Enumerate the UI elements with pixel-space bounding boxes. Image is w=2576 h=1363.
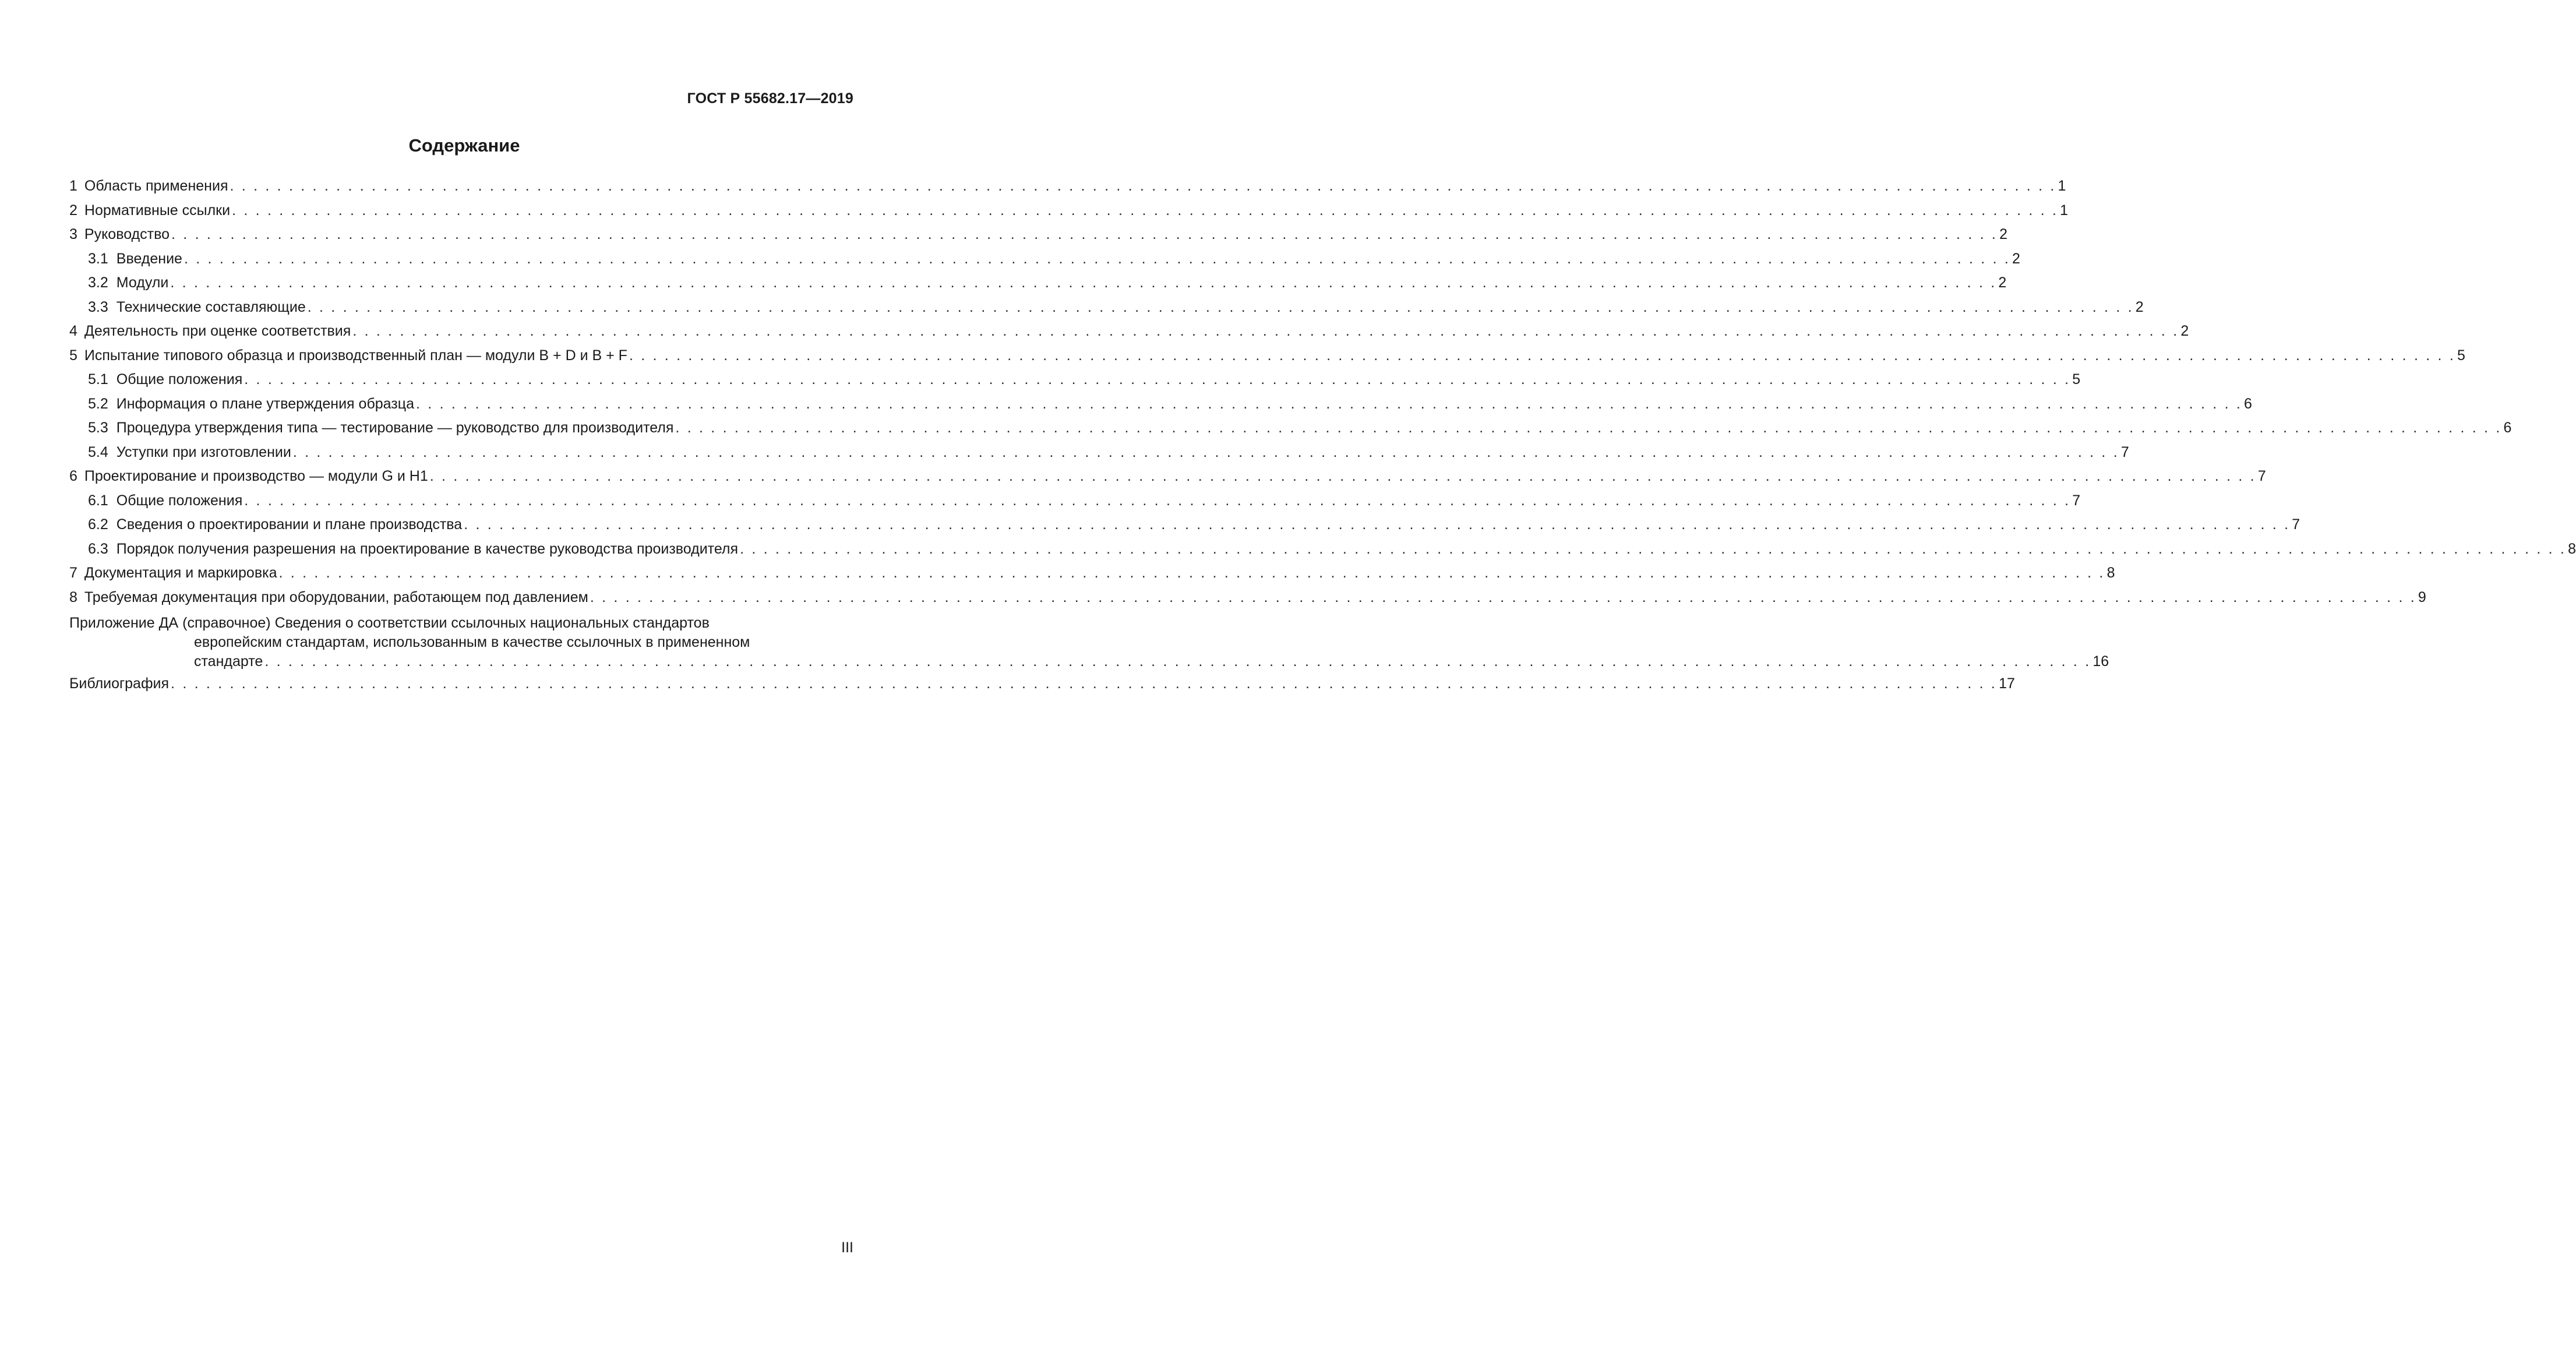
- toc-entry-number: 3.2: [88, 274, 108, 291]
- toc-entry-number: 3.1: [88, 250, 108, 267]
- toc-entry-number: 6.1: [88, 492, 108, 509]
- toc-entry-number: 5: [69, 347, 77, 364]
- toc-entry-label: Процедура утверждения типа — тестирование — руководство для производителя: [116, 420, 674, 436]
- toc-entry-page-number: 8: [2568, 540, 2576, 557]
- bibliography-page-number: 17: [1999, 675, 2015, 692]
- toc-entry-page-number: 7: [2257, 468, 2266, 484]
- toc-entry-page-number: 5: [2072, 371, 2081, 388]
- toc-entry-page-number: 6: [2244, 395, 2252, 412]
- toc-entry-label: Деятельность при оценке соответствия: [84, 323, 351, 339]
- dot-leader: [430, 467, 2256, 485]
- table-of-contents: [69, 177, 2576, 699]
- toc-entry[interactable]: [69, 443, 2129, 468]
- toc-entry-label: Общие положения: [116, 492, 243, 509]
- toc-entry[interactable]: [69, 298, 2144, 323]
- toc-entry[interactable]: [69, 202, 2069, 226]
- toc-entry-label: Уступки при изготовлении: [116, 443, 291, 460]
- dot-leader: [171, 675, 1997, 692]
- toc-entry-label: Порядок получения разрешения на проектирование в качестве руководства производителя: [116, 540, 739, 557]
- dot-leader: [171, 226, 1998, 243]
- toc-entry-page-number: 1: [2058, 178, 2066, 194]
- toc-entry-page-number: 2: [2180, 323, 2189, 339]
- toc-entry-number: 4: [69, 323, 77, 339]
- appendix-line-1: Приложение ДА (справочное) Сведения о соответствии ссылочных национальных стандартов: [69, 615, 710, 631]
- dot-leader: [740, 540, 2566, 558]
- toc-entry-number: 6: [69, 468, 77, 484]
- dot-leader: [232, 202, 2058, 219]
- toc-entry[interactable]: [69, 516, 2300, 540]
- toc-entry-page-number: 2: [1999, 226, 2007, 242]
- toc-entry-number: 2: [69, 202, 77, 219]
- toc-entry[interactable]: [69, 540, 2576, 565]
- page-folio: III: [841, 1239, 853, 1256]
- toc-entry-page-number: 8: [2106, 565, 2115, 581]
- toc-entry-page-number: 7: [2292, 516, 2300, 533]
- toc-entry-page-number: 7: [2120, 443, 2129, 460]
- document-code: ГОСТ Р 55682.17—2019: [687, 90, 853, 107]
- toc-entry[interactable]: [69, 419, 2512, 443]
- toc-entry-number: 6.3: [88, 540, 108, 557]
- toc-bibliography-entry[interactable]: [69, 675, 2015, 699]
- toc-entry-page-number: 2: [1998, 274, 2007, 291]
- toc-entry[interactable]: [69, 371, 2081, 395]
- dot-leader: [184, 250, 2010, 267]
- toc-entry-page-number: 9: [2418, 589, 2426, 605]
- appendix-page-number: 16: [2092, 653, 2109, 670]
- toc-entry-number: 6.2: [88, 516, 108, 533]
- toc-entry[interactable]: [69, 226, 2007, 250]
- toc-title: Содержание: [408, 135, 520, 156]
- toc-entry-page-number: 5: [2457, 347, 2465, 364]
- toc-entry-label: Область применения: [84, 178, 228, 194]
- toc-entry-label: Общие положения: [116, 371, 243, 388]
- toc-entry-number: 3.3: [88, 298, 108, 315]
- dot-leader: [352, 322, 2179, 340]
- appendix-line-3: стандарте: [194, 653, 263, 670]
- dot-leader: [230, 177, 2056, 195]
- toc-entry[interactable]: [69, 322, 2189, 347]
- toc-entry-label: Нормативные ссылки: [84, 202, 231, 219]
- dot-leader: [264, 652, 2091, 671]
- toc-entry-number: 7: [69, 565, 77, 581]
- toc-entry[interactable]: [69, 347, 2465, 371]
- toc-entry[interactable]: [69, 492, 2081, 516]
- dot-leader: [308, 298, 2134, 316]
- toc-entry-label: Документация и маркировка: [84, 565, 277, 581]
- toc-entry[interactable]: [69, 274, 2007, 298]
- toc-entry-label: Модули: [116, 274, 169, 291]
- toc-appendix-entry[interactable]: [69, 614, 2109, 671]
- toc-entry-page-number: 2: [2012, 250, 2020, 267]
- toc-entry-label: Технические составляющие: [116, 298, 306, 315]
- toc-entry-number: 8: [69, 589, 77, 605]
- toc-entry-page-number: 1: [2060, 202, 2069, 219]
- toc-entry[interactable]: [69, 177, 2066, 202]
- toc-entry[interactable]: [69, 564, 2115, 589]
- toc-entry-label: Испытание типового образца и производственный план — модули B + D и B + F: [84, 347, 627, 364]
- toc-entry-page-number: 7: [2072, 492, 2081, 509]
- toc-entry-label: Требуемая документация при оборудовании, работающем под давлением: [84, 589, 588, 605]
- toc-entry-label: Проектирование и производство — модули G и H1: [84, 468, 428, 484]
- dot-leader: [590, 589, 2416, 606]
- toc-entry-number: 5.1: [88, 371, 108, 388]
- toc-entry-label: Руководство: [84, 226, 170, 242]
- toc-entry-number: 5.2: [88, 395, 108, 412]
- toc-entry-page-number: 2: [2135, 298, 2144, 315]
- toc-entry-number: 3: [69, 226, 77, 242]
- dot-leader: [416, 395, 2242, 413]
- toc-entry[interactable]: [69, 250, 2020, 274]
- appendix-line-2: европейским стандартам, использованным в качестве ссылочных в примененном: [194, 634, 750, 650]
- dot-leader: [244, 371, 2070, 388]
- dot-leader: [293, 443, 2119, 461]
- toc-entries: [69, 177, 2576, 612]
- toc-entry-number: 5.4: [88, 443, 108, 460]
- dot-leader: [675, 419, 2501, 436]
- toc-entry-number: 1: [69, 178, 77, 194]
- dot-leader: [244, 492, 2070, 509]
- toc-entry[interactable]: [69, 589, 2426, 613]
- dot-leader: [629, 347, 2455, 364]
- bibliography-label: Библиография: [69, 675, 170, 692]
- toc-entry[interactable]: [69, 467, 2266, 492]
- dot-leader: [170, 274, 1996, 291]
- toc-entry-label: Информация о плане утверждения образца: [116, 395, 414, 412]
- toc-entry[interactable]: [69, 395, 2252, 420]
- toc-entry-number: 5.3: [88, 420, 108, 436]
- toc-entry-page-number: 6: [2503, 420, 2512, 436]
- toc-entry-label: Сведения о проектировании и плане производства: [116, 516, 463, 533]
- toc-entry-label: Введение: [116, 250, 182, 267]
- dot-leader: [279, 564, 2105, 582]
- dot-leader: [464, 516, 2290, 533]
